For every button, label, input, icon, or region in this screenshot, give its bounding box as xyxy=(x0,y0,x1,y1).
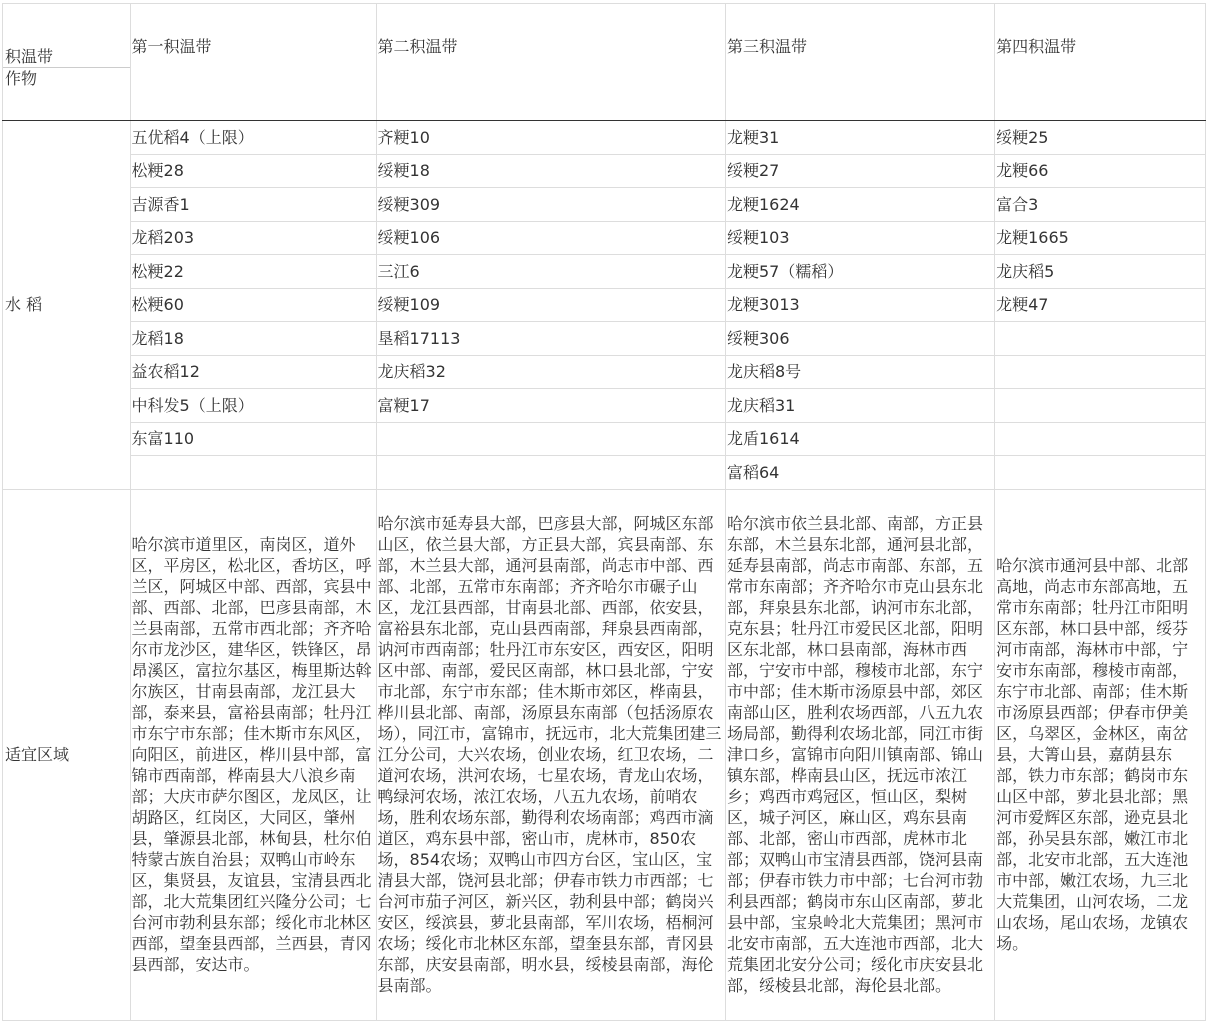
variety-cell: 龙庆稻5 xyxy=(995,255,1206,289)
variety-cell: 富粳17 xyxy=(376,389,725,423)
variety-cell: 五优稻4（上限） xyxy=(130,121,376,155)
variety-row xyxy=(3,221,1206,255)
corner-top-label: 积温带 xyxy=(5,47,54,66)
variety-cell: 齐粳10 xyxy=(376,121,725,155)
variety-row xyxy=(3,154,1206,188)
variety-row xyxy=(3,288,1206,322)
variety-row xyxy=(3,255,1206,289)
variety-cell: 绥粳18 xyxy=(376,154,725,188)
variety-row xyxy=(3,355,1206,389)
variety-cell: 绥粳306 xyxy=(725,322,994,356)
variety-cell: 龙粳66 xyxy=(995,154,1206,188)
variety-cell: 绥粳106 xyxy=(376,221,725,255)
variety-cell: 龙粳1624 xyxy=(725,188,994,222)
variety-cell: 富稻64 xyxy=(725,456,994,490)
variety-cell xyxy=(995,389,1206,423)
variety-cell: 富合3 xyxy=(995,188,1206,222)
variety-cell xyxy=(995,456,1206,490)
variety-row xyxy=(3,322,1206,356)
band-header-3: 第三积温带 xyxy=(725,4,994,121)
variety-cell: 龙盾1614 xyxy=(725,422,994,456)
variety-cell: 龙稻18 xyxy=(130,322,376,356)
variety-cell: 龙粳57（糯稻） xyxy=(725,255,994,289)
variety-cell: 益农稻12 xyxy=(130,355,376,389)
variety-row xyxy=(3,389,1206,423)
variety-cell xyxy=(995,322,1206,356)
variety-cell: 龙粳1665 xyxy=(995,221,1206,255)
accumulated-temperature-table xyxy=(2,3,1206,1021)
variety-cell: 绥粳109 xyxy=(376,288,725,322)
variety-cell: 龙稻203 xyxy=(130,221,376,255)
region-cell-band-1: 哈尔滨市道里区，南岗区，道外区，平房区，松北区，香坊区，呼兰区，阿城区中部、西部，宾县中部、西部、北部，巴彦县南部，木兰县南部，五常市西北部；齐齐哈尔市龙沙区，建华区，铁锋区，昂昂溪区，富拉尔基区，梅里斯达斡尔族区，甘南县南部，龙江县大部，泰来县，富裕县南部；牡丹江市东宁市东部；佳木斯市东风区，向阳区，前进区，桦川县中部，富锦市西南部，桦南县大八浪乡南部；大庆市萨尔图区，龙凤区，让胡路区，红岗区，大同区，肇州县，肇源县北部，林甸县，杜尔伯特蒙古族自治县；双鸭山市岭东区，集贤县，友谊县，宝清县西北部，北大荒集团红兴隆分公司；七台河市勃利县东部；绥化市北林区西部，望奎县西部，兰西县，青冈县西部，安达市。 xyxy=(130,489,376,1020)
variety-cell: 松粳22 xyxy=(130,255,376,289)
variety-cell: 绥粳103 xyxy=(725,221,994,255)
variety-cell: 中科发5（上限） xyxy=(130,389,376,423)
variety-cell: 松粳28 xyxy=(130,154,376,188)
region-cell-band-3: 哈尔滨市依兰县北部、南部，方正县东部，木兰县东北部，通河县北部，延寿县南部，尚志市南部、东部，五常市东南部；齐齐哈尔市克山县东北部，拜泉县东北部，讷河市东北部，克东县；牡丹江市爱民区北部，阳明区东北部，林口县南部，海林市西部，宁安市中部，穆棱市北部，东宁市中部；佳木斯市汤原县中部，郊区南部山区，胜利农场西部，八五九农场局部，勤得利农场北部，同江市街津口乡，富锦市向阳川镇南部、锦山镇东部，桦南县山区，抚远市浓江乡；鸡西市鸡冠区，恒山区，梨树区，城子河区，麻山区，鸡东县南部、北部，密山市西部，虎林市北部；双鸭山市宝清县西部，饶河县南部；伊春市铁力市中部；七台河市勃利县西部；鹤岗市东山区南部，萝北县中部，宝泉岭北大荒集团；黑河市北安市南部，五大连池市西部，北大荒集团北安分公司；绥化市庆安县北部，绥棱县北部，海伦县北部。 xyxy=(725,489,994,1020)
variety-row xyxy=(3,456,1206,490)
variety-cell: 绥粳309 xyxy=(376,188,725,222)
variety-row xyxy=(3,188,1206,222)
variety-row xyxy=(3,422,1206,456)
variety-cell: 吉源香1 xyxy=(130,188,376,222)
band-header-4: 第四积温带 xyxy=(995,4,1206,121)
variety-cell: 龙庆稻31 xyxy=(725,389,994,423)
crop-cell: 水 稻 xyxy=(3,121,131,490)
region-cell-band-2: 哈尔滨市延寿县大部，巴彦县大部，阿城区东部山区，依兰县大部，方正县大部，宾县南部、东部，木兰县大部，通河县南部，尚志市中部、西部、北部，五常市东南部；齐齐哈尔市碾子山区，龙江县西部，甘南县北部、西部，依安县，富裕县东北部，克山县西南部，拜泉县西南部，讷河市西南部；牡丹江市东安区，西安区，阳明区中部、南部，爱民区南部，林口县北部，宁安市北部，东宁市东部；佳木斯市郊区，桦南县，桦川县北部、南部，汤原县东南部（包括汤原农场），同江市，富锦市，抚远市，北大荒集团建三江分公司，大兴农场，创业农场，红卫农场，二道河农场，洪河农场，七星农场，青龙山农场，鸭绿河农场，浓江农场，八五九农场，前哨农场，胜利农场东部，勤得利农场南部；鸡西市滴道区，鸡东县中部，密山市，虎林市，850农场，854农场；双鸭山市四方台区，宝山区，宝清县大部，饶河县北部；伊春市铁力市西部；七台河市茄子河区，新兴区，勃利县中部；鹤岗兴安区，绥滨县，萝北县南部，军川农场，梧桐河农场；绥化市北林区东部，望奎县东部，青冈县东部，庆安县南部，明水县，绥棱县南部，海伦县南部。 xyxy=(376,489,725,1020)
corner-cell xyxy=(3,4,131,121)
variety-cell: 绥粳27 xyxy=(725,154,994,188)
variety-cell xyxy=(995,422,1206,456)
variety-cell xyxy=(995,355,1206,389)
band-header-2: 第二积温带 xyxy=(376,4,725,121)
variety-cell: 龙庆稻32 xyxy=(376,355,725,389)
variety-cell xyxy=(130,456,376,490)
variety-cell xyxy=(376,456,725,490)
variety-row xyxy=(3,121,1206,155)
header-row xyxy=(3,4,1206,121)
variety-cell: 垦稻17113 xyxy=(376,322,725,356)
variety-cell: 三江6 xyxy=(376,255,725,289)
variety-cell: 东富110 xyxy=(130,422,376,456)
variety-cell: 龙庆稻8号 xyxy=(725,355,994,389)
variety-cell: 龙粳47 xyxy=(995,288,1206,322)
variety-cell: 松粳60 xyxy=(130,288,376,322)
band-header-1: 第一积温带 xyxy=(130,4,376,121)
corner-bottom-label: 作物 xyxy=(5,69,38,88)
variety-cell xyxy=(376,422,725,456)
region-label: 适宜区域 xyxy=(3,489,131,1020)
variety-cell: 龙粳31 xyxy=(725,121,994,155)
variety-cell: 绥粳25 xyxy=(995,121,1206,155)
region-cell-band-4: 哈尔滨市通河县中部、北部高地，尚志市东部高地，五常市东南部；牡丹江市阳明区东部，林口县中部，绥芬河市南部，海林市中部，宁安市东南部，穆棱市南部，东宁市北部、南部；佳木斯市汤原县西部；伊春市伊美区，乌翠区，金林区，南岔县，大箐山县，嘉荫县东部，铁力市东部；鹤岗市东山区中部，萝北县北部；黑河市爱辉区东部，逊克县北部，孙吴县东部，嫩江市北部，北安市北部，五大连池市中部，嫩江农场，九三北大荒集团，山河农场，二龙山农场，尾山农场，龙镇农场。 xyxy=(995,489,1206,1020)
variety-cell: 龙粳3013 xyxy=(725,288,994,322)
region-row xyxy=(3,489,1206,1020)
